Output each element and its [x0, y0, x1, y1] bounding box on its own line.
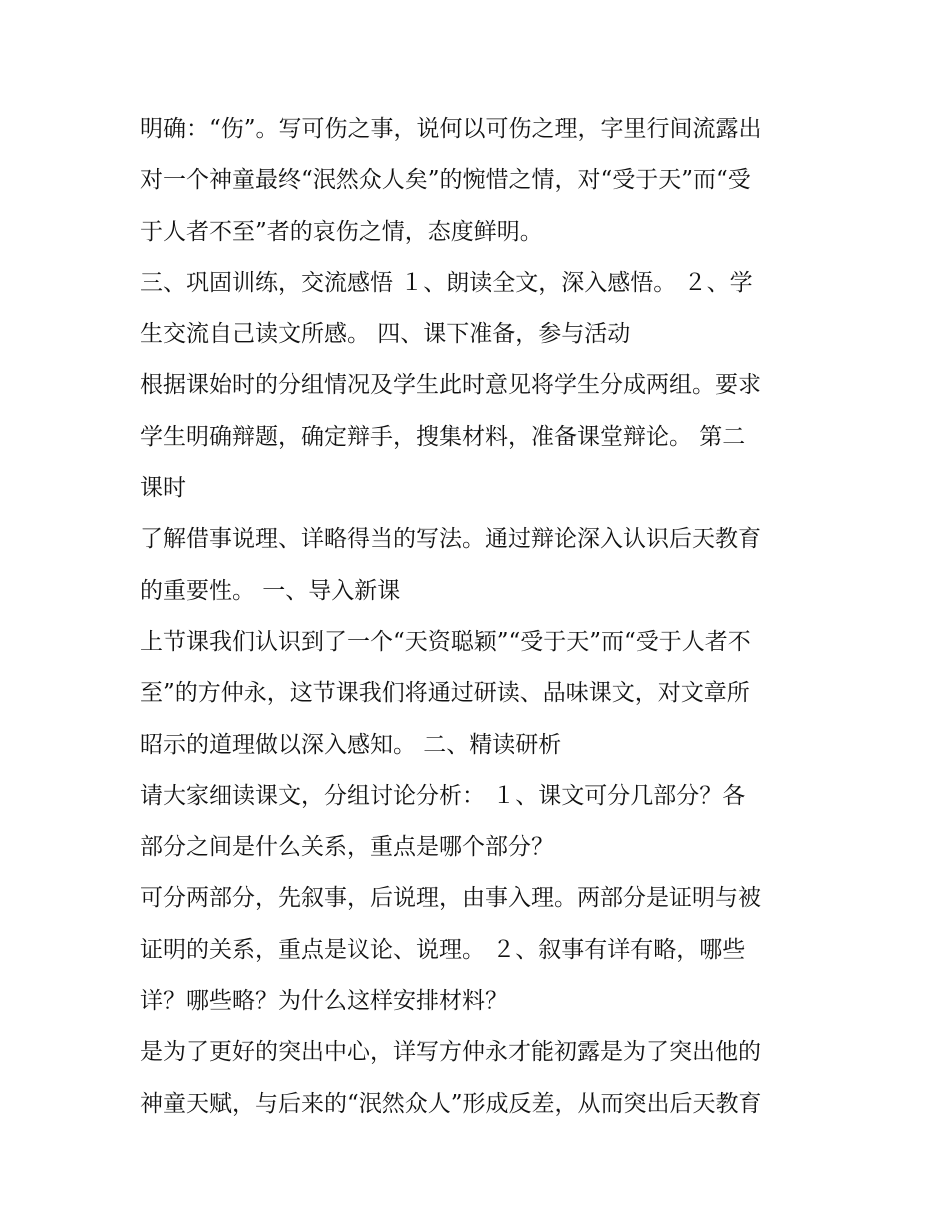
text-line: 学生明确辩题，确定辩手，搜集材料，准备课堂辩论。 第二	[140, 423, 746, 450]
text-line: 部分之间是什么关系，重点是哪个部分？	[140, 834, 554, 861]
text-line: 了解借事说理、详略得当的写法。通过辩论深入认识后天教育	[140, 526, 761, 553]
text-line: 的重要性。 一、导入新课	[140, 577, 401, 604]
document-body	[140, 104, 820, 1130]
text-line: 可分两部分，先叙事，后说理，由事入理。两部分是证明与被	[140, 885, 761, 912]
text-line: 课时	[140, 475, 186, 502]
text-line: 对一个神童最终“泯然众人矣”的惋惜之情，对“受于天”而“受	[140, 167, 751, 194]
text-line: 详？哪些略？为什么这样安排材料？	[140, 988, 508, 1015]
text-line: 根据课始时的分组情况及学生此时意见将学生分成两组。要求	[140, 372, 761, 399]
text-line: 上节课我们认识到了一个“天资聪颖”“受于天”而“受于人者不	[140, 628, 751, 655]
text-line: 于人者不至”者的哀伤之情，态度鲜明。	[140, 218, 543, 245]
text-line: 神童天赋，与后来的“泯然众人”形成反差，从而突出后天教育	[140, 1090, 762, 1117]
text-line: 证明的关系，重点是议论、说理。 ２、叙事有详有略，哪些	[140, 936, 746, 963]
text-line: 请大家细读课文，分组讨论分析： １、课文可分几部分？各	[140, 782, 746, 809]
text-line: 是为了更好的突出中心，详写方仲永才能初露是为了突出他的	[140, 1039, 761, 1066]
text-line: 明确：“伤”。写可伤之事，说何以可伤之理，字里行间流露出	[140, 116, 762, 142]
text-line: 生交流自己读文所感。 四、课下准备，参与活动	[140, 321, 631, 348]
text-line: 昭示的道理做以深入感知。 二、精读研析	[140, 731, 562, 758]
text-line: 至”的方仲永，这节课我们将通过研读、品味课文，对文章所	[140, 680, 750, 707]
text-line: 三、巩固训练，交流感悟 １、朗读全文，深入感悟。 ２、学	[140, 269, 753, 296]
